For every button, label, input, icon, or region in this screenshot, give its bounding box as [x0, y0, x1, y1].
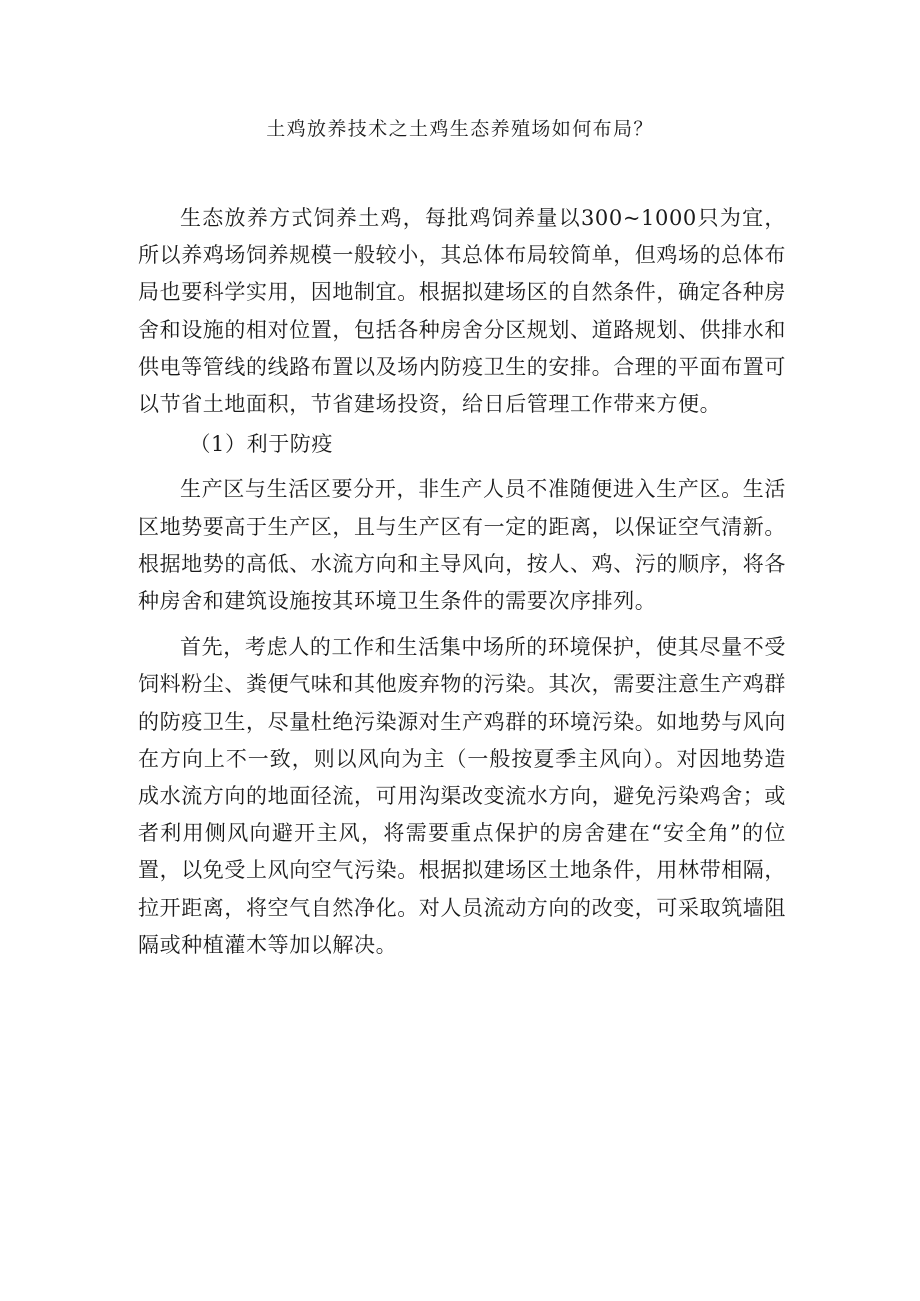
- paragraph-zoning: 生产区与生活区要分开，非生产人员不准随便进入生产区。生活区地势要高于生产区，且与生产区有一定的距离，以保证空气清新。根据地势的高低、水流方向和主导风向，按人、鸡、污的顺序，将各种房舍和建筑设施按其环境卫生条件的需要次序排列。: [138, 477, 786, 614]
- paragraph-intro: 生态放养方式饲养土鸡，每批鸡饲养量以300~1000只为宜，所以养鸡场饲养规模一般较小，其总体布局较简单，但鸡场的总体布局也要科学实用，因地制宜。根据拟建场区的自然条件，确定各种房舍和设施的相对位置，包括各种房舍分区规划、道路规划、供排水和供电等管线的线路布置以及场内防疫卫生的安排。合理的平面布置可以节省土地面积，节省建场投资，给日后管理工作带来方便。: [138, 206, 786, 417]
- document-body: [138, 200, 786, 964]
- section-heading-epidemic-prevention: （1）利于防疫: [189, 432, 333, 457]
- document-title: 土鸡放养技术之土鸡生态养殖场如何布局？: [266, 118, 654, 140]
- paragraph-environment-protection: 首先，考虑人的工作和生活集中场所的环境保护，使其尽量不受饲料粉尘、粪便气味和其他废弃物的污染。其次，需要注意生产鸡群的防疫卫生，尽量杜绝污染源对生产鸡群的环境污染。如地势与风向在方向上不一致，则以风向为主（一般按夏季主风向）。对因地势造成水流方向的地面径流，可用沟渠改变流水方向，避免污染鸡舍；或者利用侧风向避开主风，将需要重点保护的房舍建在“安全角”的位置，以免受上风向空气污染。根据拟建场区土地条件，用林带相隔，拉开距离，将空气自然净化。对人员流动方向的改变，可采取筑墙阻隔或种植灌木等加以解决。: [138, 635, 787, 957]
